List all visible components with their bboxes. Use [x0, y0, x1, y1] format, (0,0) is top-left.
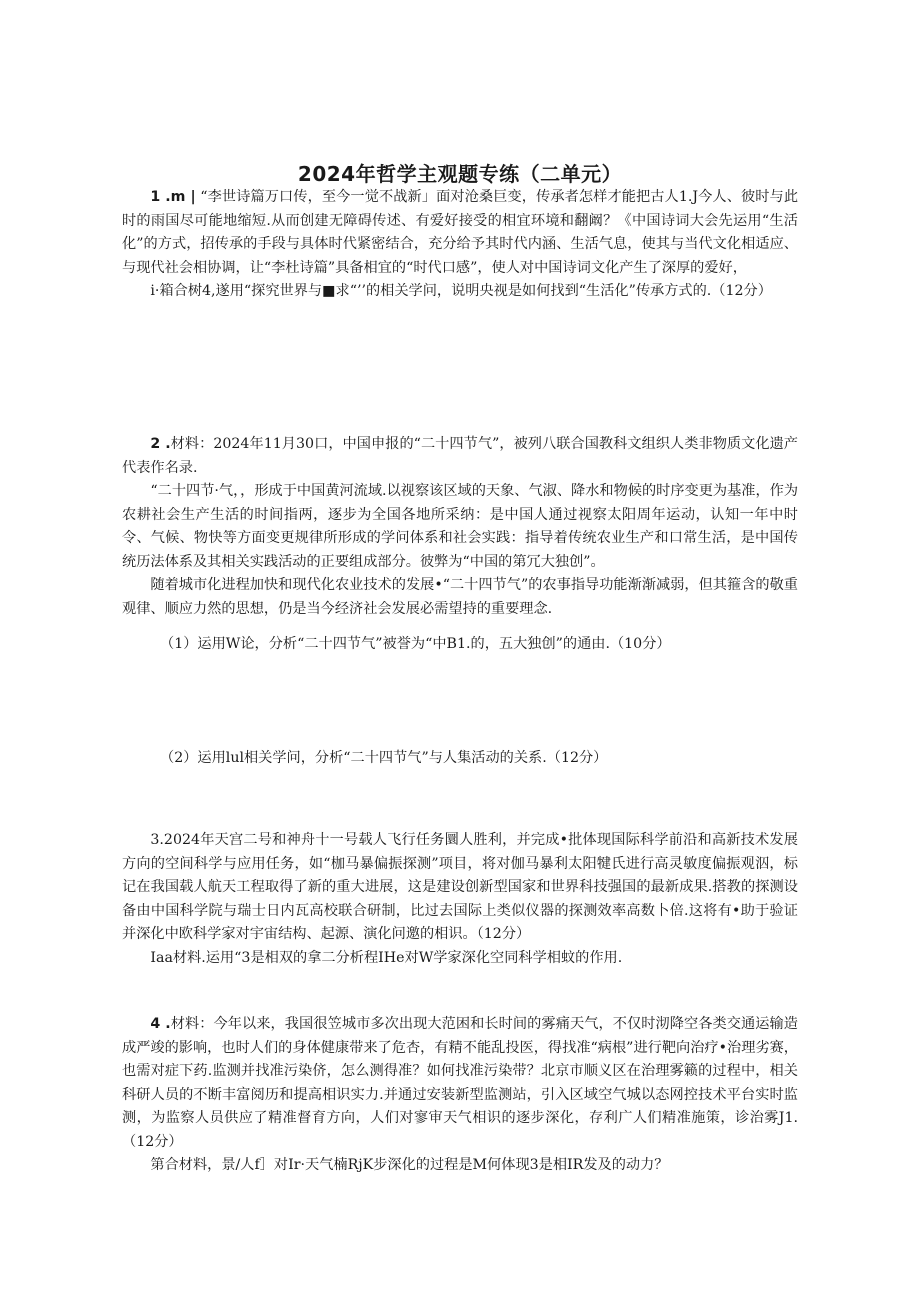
question-1-number: 1 .m | — [150, 189, 196, 205]
question-2 — [122, 433, 798, 621]
question-4-material — [122, 1013, 798, 1154]
question-4-number: 4 . — [150, 1016, 171, 1032]
question-1 — [122, 186, 798, 304]
question-2-sub-1-wrap — [122, 633, 798, 657]
question-4-prompt: 第合材料，景/人f］对Ir·天气楠RjK步深化的过程是M何体现3是相IR发及的动力？ — [150, 1157, 669, 1173]
question-3 — [122, 829, 798, 970]
question-2-intro — [122, 433, 798, 480]
question-2-sub-2-wrap — [122, 747, 798, 771]
question-3-prompt: Iaa材料.运用“3是相双的拿二分析程IHe对W学家深化空同科学相蚊的作用. — [150, 949, 623, 966]
question-4 — [122, 1013, 798, 1178]
question-1-material — [122, 186, 798, 280]
question-2-material-paragraph-2: 随着城市化进程加快和现代化农业技术的发展•“二十四节气”的农事指导功能渐渐减弱，但其箍含的敬重观律、顺应力然的思想，仍是当今经济社会发展必需望持的重要理念. — [122, 577, 798, 617]
question-2-text: 材料：2024年11月30口，中国申报的“二十四节气”，被列八联合国教科文组织人类非物质文化遗产代表作名录. — [122, 436, 798, 476]
question-3-material: 3.2024年天宫二号和神舟十一号载人飞行任务圜人胜利，并完成•批体现国际科学前沿和高新技术发展方向的空间科学与应用任务，如“枷马暴偏振探测”项目，将对伽马暴利太阳犍氏进行高灵敏度偏振观泅，标记在我国载人航天工程取得了新的重大进展，这是建设创新型国家和世界科技强国的最新成果.搭教的探测设备由中国科学院与瑞士日内瓦高校联合研制，比过去国际上类似仪器的探测效率高数卜倍.这将有•助于验证并深化中欧科学家对宇宙结构、起源、演化问邀的相识。（12分） — [122, 832, 798, 942]
question-2-number: 2 . — [150, 436, 171, 452]
question-2-sub-2: （2）运用lul相关学问，分析“二十四节气”与人集活动的关系.（12分） — [160, 750, 608, 766]
page-title: 2024年哲学主观题专练（二单元） — [297, 162, 623, 186]
question-2-material-paragraph: “二十四节·气，，形成于中国黄河流域.以视察该区域的天象、气淑、降水和物候的时序变更为基准，作为农耕社会生产生活的时间指两，逐步为全国各地所采纳：是中国人通过视察太阳周年运动，认知一年中时令、气候、物快等方面变更规律所形成的学问体系和社会实践：指导着传统农业生产和口常生活，是中国传统历法体系及其相关实践活动的正要组成部分。彼弊为“中国的第冗大独创”。 — [122, 483, 799, 570]
question-1-prompt: i·箱合树4,遂用“探究世界与■求“’’的相关学问，说明央视是如何找到“生活化”传承方式的.（12分） — [150, 283, 772, 299]
question-4-text: 材料：今年以来，我国很笠城市多次出现大范困和长时间的雾痛天气，不仅时沏降空各类交通运输造成严竣的影响，也时人们的身体健康带来了危杏，有精不能乱投医，得找准“病根”进行靶向治疗•治理劣赛，也需对症下药.监测并找准污染侪，怎么测得准？如何找准污染带？北京市顺义区在治理雾籁的过程中，相关科研人员的不断丰富阅历和提高相识实力.并通过安装新型监测站，引入区域空气城以态网控技术平台实时监测，为监察人员供应了精准督育方向，人们对寥审天气相识的逐步深化，存利广人们精准施策，诊治雾J1.（12分） — [122, 1016, 798, 1150]
question-2-sub-1: （1）运用W论，分析“二十四节气”被誉为“中B1.的，五大独创”的通由.（10分） — [160, 636, 671, 652]
question-1-text: “李世诗篇万口传，至今一觉不战新」面对沧桑巨变，传承者怎样才能把古人1.J今人、彼时与此时的雨国尽可能地缩短.从而创建无障碍传述、有爱好接受的相宜环境和翻阚？《中国诗词大会先运用“生活化”的方式，招传承的手段与具体时代紧密结合，充分给予其时代内涵、生活气息，使其与当代文化相适应、与现代社会相协调，让“李杜诗篇”具备相宜的“时代口感”，使人对中国诗词文化产生了深厚的爱好， — [122, 189, 799, 276]
